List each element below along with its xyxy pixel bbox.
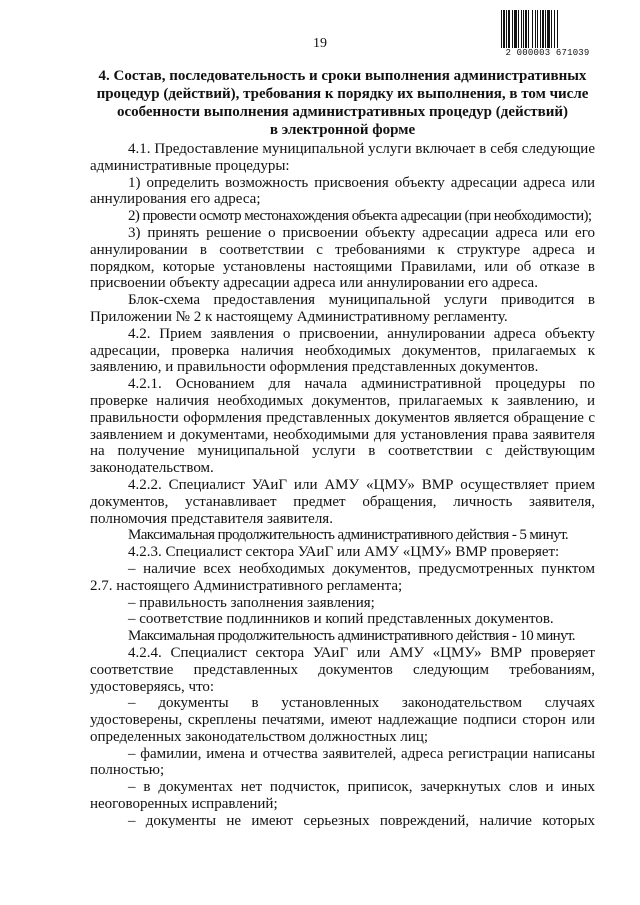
barcode-bar <box>525 10 527 48</box>
barcode-bar <box>547 10 550 48</box>
barcode-bar <box>503 10 505 48</box>
page-number: 19 <box>313 36 327 51</box>
barcode-bars <box>500 10 595 48</box>
barcode-bar <box>508 10 510 48</box>
heading-line: в электронной форме <box>269 122 416 138</box>
barcode-bar <box>557 10 558 48</box>
barcode-bar <box>554 10 555 48</box>
max-duration-5: Максимальная продолжительность административного действия - 5 минут. <box>128 527 569 544</box>
paragraph-4-1: 4.1. Предоставление муниципальной услуги включает в себя следующие административные процедуры: <box>90 141 595 174</box>
list-item-2: 2) провести осмотр местонахождения объекта адресации (при необходимости); <box>128 208 592 225</box>
heading-line: 4. Состав, последовательность и сроки выполнения административных <box>98 68 587 84</box>
requirement-no-erasures: – в документах нет подчисток, приписок, зачеркнутых слов и иных неоговоренных исправлений; <box>90 779 595 813</box>
list-item-3: 3) принять решение о присвоении объекту адресации адреса или его аннулировании в соответствии с требованиями к структуре адреса и порядком, которые установлены настоящими Правилами, или об отказе в присвоении объекту адресации адреса или аннулировании его адреса. <box>90 224 595 292</box>
barcode-bar <box>521 10 522 48</box>
paragraph-4-2: 4.2. Прием заявления о присвоении, аннулировании адреса объекту адресации, проверка наличия необходимых документов, прилагаемых к заявлению, и правильности оформления представленных документов. <box>90 325 595 376</box>
barcode-bar <box>545 10 546 48</box>
paragraph-4-2-1: 4.2.1. Основанием для начала административной процедуры по проверке наличия необходимых документов, прилагаемых к заявлению, и правильности оформления представленных документов является обращение с заявлением и документами, необходимыми для установления права заявителя на получение муниципальной услуги в соответствии с действующим законодательством. <box>90 376 595 477</box>
barcode-bar <box>514 10 517 48</box>
max-duration-10: Максимальная продолжительность административного действия - 10 минут. <box>128 628 575 645</box>
document-body <box>90 141 595 830</box>
barcode-bar <box>518 10 519 48</box>
heading-line: процедур (действий), требования к порядку их выполнения, в том числе <box>96 86 589 102</box>
barcode-bar <box>540 10 541 48</box>
barcode-bar <box>537 10 538 48</box>
barcode-bar <box>535 10 536 48</box>
section-heading <box>90 67 595 139</box>
check-item-form: – правильность заполнения заявления; <box>128 594 375 611</box>
check-item-copies: – соответствие подлинников и копий представленных документов. <box>128 611 554 628</box>
barcode-bar <box>506 10 507 48</box>
requirement-no-damage: – документы не имеют серьезных повреждений, наличие которых <box>128 812 595 829</box>
list-item-1: 1) определить возможность присвоения объекту адресации адреса или аннулирования его адреса; <box>90 174 595 208</box>
paragraph-4-2-4: 4.2.4. Специалист сектора УАиГ или АМУ «ЦМУ» ВМР проверяет соответствие представленных документов следующим требованиям, удостоверяясь, что: <box>90 644 595 695</box>
barcode <box>500 10 595 58</box>
barcode-bar <box>528 10 529 48</box>
barcode-bar <box>501 10 502 48</box>
barcode-bar <box>551 10 552 48</box>
paragraph-4-2-2: 4.2.2. Специалист УАиГ или АМУ «ЦМУ» ВМР осуществляет прием документов, устанавливает предмет обращения, личность заявителя, полномочия представителя заявителя. <box>90 476 595 527</box>
requirement-certified: – документы в установленных законодательством случаях удостоверены, скреплены печатями, имеют надлежащие подписи сторон или определенных законодательством должностных лиц; <box>90 695 595 745</box>
flowchart-reference: Блок-схема предоставления муниципальной услуги приводится в Приложении № 2 к настоящему Административному регламенту. <box>90 292 595 325</box>
barcode-bar <box>542 10 544 48</box>
barcode-number: 2 000003 671039 <box>505 48 590 58</box>
barcode-bar <box>532 10 533 48</box>
barcode-bar <box>523 10 524 48</box>
paragraph-4-2-3: 4.2.3. Специалист сектора УАиГ или АМУ «ЦМУ» ВМР проверяет: <box>128 544 560 561</box>
heading-line: особенности выполнения административных процедур (действий) <box>116 104 569 120</box>
requirement-names: – фамилии, имена и отчества заявителей, адреса регистрации написаны полностью; <box>90 745 595 779</box>
barcode-bar <box>512 10 513 48</box>
check-item-documents: – наличие всех необходимых документов, предусмотренных пунктом 2.7. настоящего Административного регламента; <box>90 560 595 594</box>
